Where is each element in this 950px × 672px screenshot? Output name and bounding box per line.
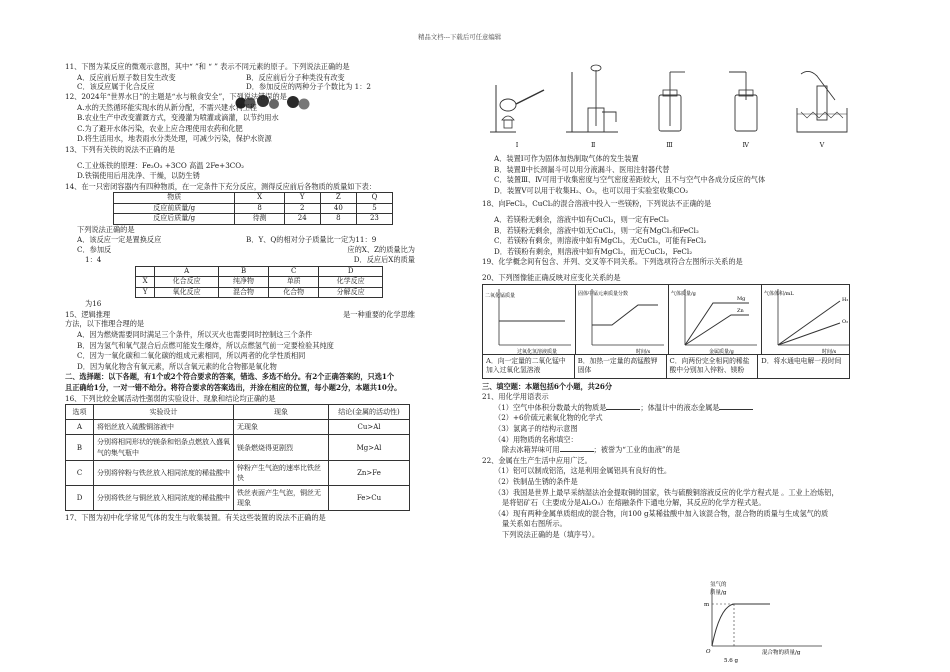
- q17-option-c: C．装置Ⅲ、Ⅳ可用于收集密度与空气密度差距较大，且不与空气中各成分反应的气体: [494, 175, 766, 185]
- q22-graph-xvalue: 5.6 g: [724, 658, 739, 664]
- apparatus-1: [482, 60, 552, 150]
- table-cell: 将铝丝放入硫酸铜溶液中: [94, 420, 234, 435]
- q21-line-3: （3）氯离子的结构示意图: [494, 423, 578, 433]
- graph-b-plot: [576, 285, 668, 355]
- answer-blank: [560, 445, 594, 452]
- q15-option-b: B．因为氢气和氧气混合后点燃可能发生爆炸，所以点燃氢气前一定要检验其纯度: [77, 340, 334, 350]
- q21-line-5b: ；被誉为“工业的血液”的是: [593, 445, 680, 455]
- table-cell: 2: [284, 203, 320, 214]
- q16-table: [65, 404, 410, 511]
- q12-option-c: C.为了避开水体污染，农业上应合理使用农药和化肥: [77, 123, 243, 133]
- apparatus-2: [558, 60, 628, 150]
- table-header-cell: B: [218, 266, 268, 277]
- graph-d: [762, 285, 854, 354]
- q21-line-2: （2）+6价硫元素氧化物的化学式: [494, 413, 603, 423]
- table-header-cell: A: [155, 266, 219, 277]
- table-cell: 单质: [269, 277, 319, 288]
- q18-stem: 18、向FeCl₂，CuCl₂的混合溶液中投入一些镁粉，下列说法不正确的是: [482, 199, 712, 209]
- q20-stem: 20、下列图像能正确反映对应变化关系的是: [482, 272, 621, 282]
- q11-option-b: B．反应前后分子种类没有改变: [246, 72, 345, 82]
- q11-stem: 11、下图为某反应的微观示意图，其中“ ”和 “ ” 表示不同元素的原子。下列说法正确的是: [65, 62, 350, 71]
- graph-b-xlabel: 时间/s: [636, 348, 651, 355]
- page-header: 精品文档---下载后可任意编辑: [418, 33, 502, 41]
- graph-b-caption: B．加热一定量的高锰酸钾固体: [575, 355, 667, 378]
- table-header-cell: Q: [356, 193, 392, 204]
- table-cell: 混合物: [218, 287, 268, 298]
- q17-option-b: B．装置Ⅱ中长颈漏斗可以用分液漏斗、医用注射器代替: [494, 164, 670, 174]
- q22-line-2: （2）铁制品生锈的条件是: [494, 476, 578, 486]
- q12-option-d: D.将生活用水，地表雨水分类处理，可减少污染，保护水资源: [77, 134, 272, 144]
- q22-stem: 22、金属在生产生活中应用广泛。: [482, 455, 592, 465]
- graph-a-caption: A．向一定量的二氧化锰中加入过氧化氢溶液: [483, 355, 575, 378]
- apparatus-4-drawing: [711, 60, 781, 140]
- q17-stem: 17、下图为初中化学常见气体的发生与收集装置。有关这些装置的说法不正确的是: [65, 513, 326, 523]
- table-cell: 镁条燃烧得更剧烈: [234, 435, 329, 460]
- q16-stem: 16、下列比较金属活动性强弱的实验设计、现象和结论均正确的是: [65, 393, 276, 403]
- graph-d-caption: D．将水通电电解一段时间: [761, 356, 842, 365]
- q22-line-7: 下列说法正确的是（填序号）。: [502, 529, 600, 539]
- graph-a-plot: [483, 285, 575, 355]
- graph-d-series-o2: O₂: [842, 318, 849, 325]
- q14-option-a: A．该反应一定是置换反应: [77, 235, 162, 245]
- q21-stem: 21、用化学用语表示: [482, 392, 549, 402]
- question-12: [65, 92, 415, 145]
- question-18: [482, 199, 857, 257]
- q17-option-a: A．装置Ⅰ可作为固体加热制取气体的发生装置: [494, 154, 639, 163]
- table-cell: 23: [356, 214, 392, 225]
- q21-line-1a: （1）空气中体积分数最大的物质是: [494, 402, 607, 412]
- q13-option-d: D.铁锅使用后用洗净、干燥，以防生锈: [77, 171, 200, 181]
- apparatus-2-drawing: [558, 60, 628, 140]
- table-cell: Fe>Cu: [329, 486, 410, 511]
- section-3-heading: 三、填空题：本题包括6个小题，共26分: [482, 381, 613, 391]
- graph-a-ylabel: 二氧化锰质量: [485, 292, 516, 299]
- table-cell: 锌粉产生气泡的速率比铁丝快: [234, 460, 329, 485]
- table-cell: 分别将相同形状的镁条和铝条点燃放入盛氧气的集气瓶中: [94, 435, 234, 460]
- table-cell: 24: [284, 214, 320, 225]
- q22-hydrogen-graph: [700, 578, 830, 664]
- q22-line-6: 量关系如右图所示。: [502, 519, 567, 529]
- table-header-cell: X: [235, 193, 284, 204]
- q12-stem: 12、2024年“世界水日”的主题是“水与粮食安全”，下列说法错误的是: [65, 92, 287, 102]
- q11-option-d: D．参加反应的两种分子个数比为 1：2: [246, 82, 372, 92]
- q18-option-b: B．若镁粉无剩余，溶液中如无CuCl₂，则一定有MgCl₂和FeCl₂: [494, 225, 699, 235]
- table-header-cell: 选项: [66, 405, 94, 420]
- section-2-line-1: 二、选择题：以下各题，有1个或2个符合要求的答案，错选、多选不给分。有2个正确答案的，只选1个: [65, 372, 395, 382]
- table-cell: 分别将锌粉与铁丝放入相同浓度的稀盐酸中: [94, 460, 234, 485]
- table-cell: 分解反应: [319, 287, 383, 298]
- table-cell: 氧化反应: [155, 287, 219, 298]
- table-cell: Zn>Fe: [329, 460, 410, 485]
- apparatus-4-label: Ⅳ: [742, 141, 749, 150]
- table-header-cell: Y: [284, 193, 320, 204]
- graph-c: [669, 285, 762, 354]
- q14-option-c-value: 为16: [85, 299, 102, 309]
- table-cell: Y: [136, 287, 155, 298]
- graph-d-plot: [762, 285, 854, 355]
- section-2-line-2: 且正确给1分，一对一错不给分。将符合要求的答案选出，并涂在相应的位置，每小题2分，本题共10分。: [65, 383, 402, 392]
- q12-option-b: B.农业生产中改变灌溉方式，变漫灌为喷灌或滴灌，以节约用水: [77, 113, 279, 123]
- q14-option-c-cont: 应的X、Z的质量比为: [347, 245, 415, 255]
- question-17-options: [482, 154, 857, 196]
- q14-stem: 14、在一只密闭容器内有四种物质，在一定条件下充分反应，测得反应前后各物质的质量如下表：: [65, 181, 377, 191]
- q18-option-a: A．若镁粉无剩余，溶液中如有CuCl₂，则一定有FeCl₂: [494, 214, 669, 224]
- q14-option-c: C．参加反: [77, 245, 112, 255]
- apparatus-4: [711, 60, 781, 150]
- apparatus-2-label: Ⅱ: [591, 141, 596, 150]
- table-cell: 反应前质量/g: [114, 203, 235, 214]
- graph-c-plot: [669, 285, 761, 355]
- q14-option-d: D．反应后X的质量: [353, 254, 415, 264]
- q11-option-a: A．反应前后原子数目发生改变: [77, 72, 176, 82]
- table-header-cell: D: [319, 266, 383, 277]
- q22-graph-ylabel-2: 质量/g: [710, 590, 727, 596]
- q13-option-c: C.工业炼铁的原理：Fe₂O₃ +3CO 高温 2Fe+3CO₂: [77, 160, 245, 170]
- apparatus-5-label: Ⅴ: [819, 141, 825, 150]
- q11-option-c: C．该反应属于化合反应: [77, 82, 155, 92]
- question-14: [65, 182, 415, 265]
- question-20: [482, 273, 857, 379]
- q19-stem: 19、化学概念间有包含、并列、交叉等不同关系。下列选项符合左图所示关系的是: [482, 257, 743, 267]
- q13-stem: 13、下列有关铁的说法不正确的是: [65, 145, 175, 154]
- q18-option-c: C．若镁粉有剩余，则溶液中如有MgCl₂，无CuCl₂，可能有FeCl₂: [494, 236, 707, 246]
- graph-d-ylabel: 气体体积/mL: [764, 290, 794, 297]
- answer-blank: [606, 403, 640, 410]
- q22-line-4: 是将铝矿石（主要成分是Al₂O₃）在熔融条件下通电分解，其反应的化学方程式是。: [502, 498, 766, 508]
- graph-a: [483, 285, 576, 354]
- table-header-cell: 物质: [114, 193, 235, 204]
- q15-option-a: A．因为燃烧需要同时满足三个条件，所以灭火也需要同时控制这三个条件: [77, 330, 313, 340]
- graph-d-series-h2: H₂: [842, 296, 849, 303]
- section-2-instructions: [65, 372, 415, 393]
- q22-line-5: （4）现有两种金属单质组成的混合物，向100 g某稀盐酸中加入该混合物，混合物的质量与生成氢气的质: [494, 508, 829, 518]
- table-cell: Mg>Al: [329, 435, 410, 460]
- apparatus-3-drawing: [635, 60, 705, 140]
- q22-graph-xlabel: 混合物的质量/g: [762, 650, 801, 656]
- question-15: [65, 266, 415, 373]
- q21-line-5a: 除去冰箱异味可用: [502, 445, 560, 455]
- graph-b-ylabel: 固体中锰元素质量分数: [578, 290, 629, 297]
- apparatus-3-label: Ⅲ: [666, 141, 673, 150]
- left-column: [65, 62, 415, 524]
- table-cell: C: [66, 460, 94, 485]
- q14-mass-table: [113, 192, 393, 225]
- graph-c-xlabel: 金属质量/g: [709, 348, 734, 355]
- table-header-cell: [136, 266, 155, 277]
- q21-line-1b: ；体温计中的液态金属是: [640, 402, 720, 412]
- apparatus-3: [635, 60, 705, 150]
- q15-stem: 15、逻辑推理: [65, 309, 111, 319]
- table-cell: 8: [235, 203, 284, 214]
- graph-d-xlabel: 时间/s: [822, 348, 837, 355]
- q15-option-c: C．因为一氧化碳和二氧化碳的组成元素相同，所以两者的化学性质相同: [77, 351, 306, 361]
- q14-option-c-ratio: 1：4: [85, 254, 102, 264]
- question-13: [65, 145, 415, 182]
- table-cell: 无现象: [234, 420, 329, 435]
- question-22: [482, 456, 857, 541]
- table-cell: B: [66, 435, 94, 460]
- table-cell: 待测: [235, 214, 284, 225]
- table-cell: 5: [356, 203, 392, 214]
- table-cell: X: [136, 277, 155, 288]
- graph-b: [576, 285, 669, 354]
- table-header-cell: 现象: [234, 405, 329, 420]
- table-cell: Cu>Al: [329, 420, 410, 435]
- graph-c-caption: C．向两份完全相同的稀盐酸中分别加入锌粉、镁粉: [667, 355, 759, 378]
- q15-concept-table: [135, 266, 383, 299]
- table-header-cell: C: [269, 266, 319, 277]
- graph-c-series-zn: Zn: [737, 307, 744, 314]
- q18-option-d: D．若镁粉有剩余，则溶液中如有MgCl₂，而无CuCl₂，FeCl₂: [494, 246, 693, 256]
- q22-line-1: （1）铝可以制成铝箔，这是利用金属铝具有良好的性。: [494, 466, 672, 476]
- q17-option-d: D．装置Ⅴ可以用于收集H₂、O₂，也可以用于实验室收集CO₂: [494, 185, 689, 195]
- question-16: [65, 394, 415, 512]
- q14-follow: 下列说法正确的是: [77, 224, 135, 234]
- q15-stem-2: 方法，以下推理合理的是: [65, 319, 145, 329]
- answer-blank: [719, 403, 753, 410]
- table-cell: 40: [320, 203, 356, 214]
- question-11: [65, 62, 415, 92]
- apparatus-5: [787, 60, 857, 150]
- table-cell: 化合物: [269, 287, 319, 298]
- table-cell: 反应后质量/g: [114, 214, 235, 225]
- table-cell: 铁丝表面产生气泡，铜丝无现象: [234, 486, 329, 511]
- table-header-cell: Z: [320, 193, 356, 204]
- q22-graph-origin: O: [706, 649, 711, 655]
- table-cell: 化合反应: [155, 277, 219, 288]
- q20-graph-table: [482, 284, 850, 379]
- table-cell: A: [66, 420, 94, 435]
- q22-graph-ylabel-1: 氢气的: [710, 582, 727, 588]
- q12-option-a: A.水的天然循环能实现水的从新分配，不需兴建水利工程: [77, 102, 257, 112]
- q15-option-d: D．因为氧化物含有氧元素，所以含氧元素的化合物都是氧化物: [77, 361, 277, 371]
- table-header-cell: 实验设计: [94, 405, 234, 420]
- graph-c-series-mg: Mg: [737, 295, 746, 302]
- apparatus-5-drawing: [787, 60, 857, 140]
- q14-option-b: B．Y、Q的相对分子质量比一定为11：9: [246, 235, 377, 245]
- q15-stem-cont: 是一种重要的化学思维: [343, 309, 415, 319]
- q22-line-3: （3）我国是世界上最早采纳湿法冶金提取铜的国家，铁与硫酸铜溶液反应的化学方程式是 。工业上冶炼铝，: [494, 487, 839, 497]
- gas-apparatus-figure: [482, 60, 857, 150]
- table-header-cell: 结论(金属的活动性): [329, 405, 410, 420]
- table-cell: 化学反应: [319, 277, 383, 288]
- table-cell: 纯净物: [218, 277, 268, 288]
- graph-a-xlabel: 过氧化氢溶液质量: [517, 348, 558, 355]
- table-cell: 分别将铁丝与铜丝放入相同浓度的稀盐酸中: [94, 486, 234, 511]
- q21-line-4: （4）用物质的名称填空：: [494, 434, 578, 444]
- right-column: [482, 60, 857, 540]
- table-cell: D: [66, 486, 94, 511]
- question-21: [482, 392, 857, 456]
- apparatus-1-drawing: [482, 60, 552, 140]
- apparatus-1-label: Ⅰ: [515, 141, 519, 150]
- graph-c-ylabel: 气体质量/g: [671, 290, 696, 297]
- q22-graph-m: m: [704, 602, 710, 608]
- table-cell: 8: [320, 214, 356, 225]
